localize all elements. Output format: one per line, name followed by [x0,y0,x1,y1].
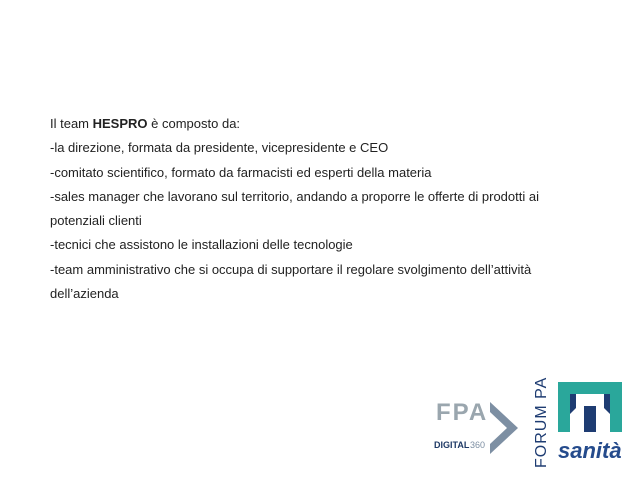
fpa-letters: FPA [436,399,489,426]
brand-name: HESPRO [92,116,148,131]
intro-line [50,112,610,136]
list-item-comitato: -comitato scientifico, formato da farmacisti ed esperti della materia [50,164,432,180]
fpa-tag-num: 360 [470,440,486,450]
slide-body-text [50,112,610,306]
forum-sanita-word: sanità [558,438,622,463]
forum-pa-vertical-text: FORUM PA [533,376,550,468]
list-item-amministrativo-cont: dell’azienda [50,286,119,302]
intro-suffix: è composto da: [147,116,241,131]
forum-frame-icon [558,382,622,432]
fpa-arrow-icon [490,402,518,454]
intro-prefix: Il team [50,116,93,131]
fpa-digital360-logo [430,392,520,462]
list-item-amministrativo: -team amministrativo che si occupa di supportare il regolare svolgimento dell’attività [50,261,532,277]
list-item-sales: -sales manager che lavorano sul territorio, andando a proporre le offerte di prodotti ai [50,188,539,204]
forum-pa-sanita-logo [524,376,630,472]
fpa-tag-main: DIGITAL [434,440,470,450]
list-item-tecnici: -tecnici che assistono le installazioni delle tecnologie [50,237,353,253]
list-item-direzione: -la direzione, formata da presidente, vicepresidente e CEO [50,140,389,156]
list-item-sales-cont: potenziali clienti [50,213,142,229]
